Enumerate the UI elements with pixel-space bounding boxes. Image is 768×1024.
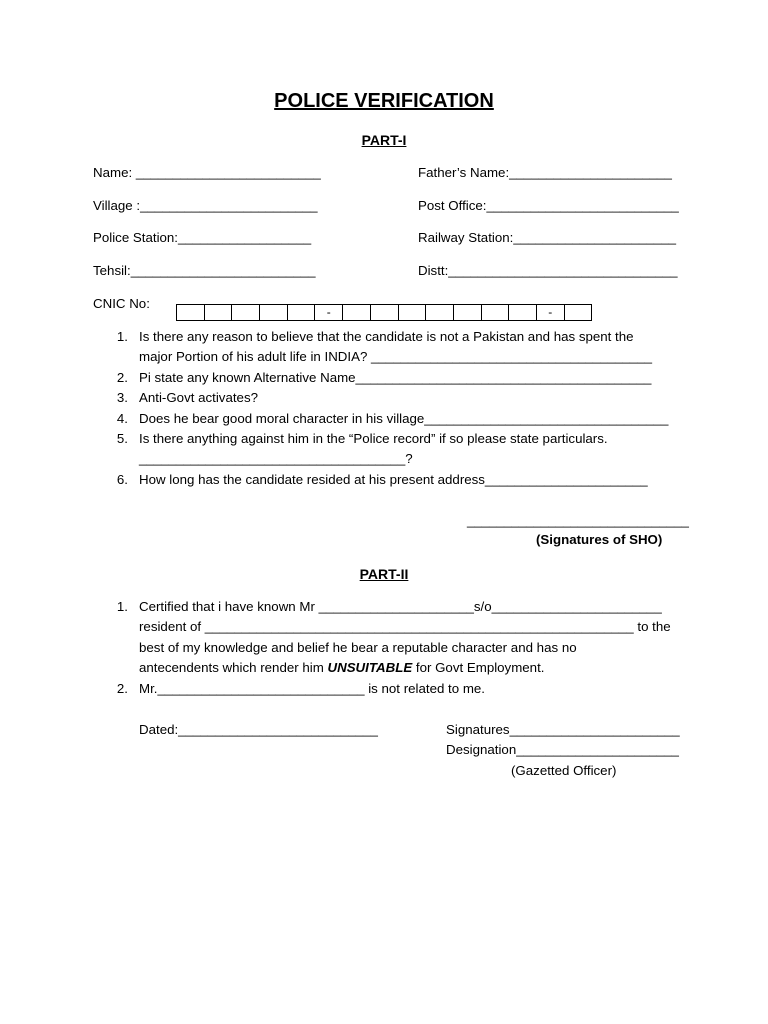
tehsil-field: Tehsil:_________________________ [93, 263, 316, 278]
sho-signature-line: ______________________________ [467, 513, 689, 528]
cnic-cell [399, 304, 427, 321]
police-station-field: Police Station:__________________ [93, 230, 312, 245]
not-related-text: Mr.____________________________ is not related to me. [139, 681, 485, 696]
post-office-field: Post Office:__________________________ [418, 198, 679, 213]
page-title: POLICE VERIFICATION [274, 90, 494, 112]
cnic-cell [371, 304, 399, 321]
designation-field: Designation______________________ [446, 742, 679, 757]
fathers-name-field: Father’s Name:______________________ [418, 165, 672, 180]
question-text: Does he bear good moral character in his village_________________________________ [139, 411, 669, 426]
certification-text: Certified that i have known Mr _____________________s/o_______________________ [139, 599, 662, 614]
certification-text: resident of __________________________________________________________ to the [139, 619, 671, 634]
village-field: Village :________________________ [93, 198, 318, 213]
certification-text [139, 660, 544, 675]
question-text: How long has the candidate resided at his present address______________________ [139, 472, 648, 487]
item-number: 2. [116, 681, 128, 696]
question-number: 4. [116, 411, 128, 426]
item-number: 1. [116, 599, 128, 614]
cnic-cell: - [537, 304, 565, 321]
question-text: major Portion of his adult life in INDIA? ______________________________________ [139, 349, 653, 364]
cnic-cell [288, 304, 316, 321]
cnic-cell [426, 304, 454, 321]
cnic-cell [205, 304, 233, 321]
cnic-boxes [176, 304, 592, 321]
name-field: Name: _________________________ [93, 165, 321, 180]
cnic-cell [260, 304, 288, 321]
cnic-label: CNIC No: [93, 296, 150, 311]
question-number: 1. [116, 329, 128, 344]
cnic-cell [565, 304, 593, 321]
sho-signature-label: (Signatures of SHO) [536, 532, 663, 547]
cnic-cell: - [315, 304, 343, 321]
signatures-field: Signatures_______________________ [446, 722, 680, 737]
question-text: Pi state any known Alternative Name________________________________________ [139, 370, 652, 385]
question-text: Is there any reason to believe that the candidate is not a Pakistan and has spent the [139, 329, 634, 344]
distt-field: Distt:_______________________________ [418, 263, 678, 278]
part-two-heading: PART-II [359, 566, 409, 582]
unsuitable-emphasis: UNSUITABLE [327, 660, 413, 675]
question-number: 2. [116, 370, 128, 385]
cnic-cell [454, 304, 482, 321]
cnic-cell [177, 304, 205, 321]
cnic-cell [232, 304, 260, 321]
question-text: Anti-Govt activates? [139, 390, 258, 405]
dated-field: Dated:___________________________ [139, 722, 378, 737]
question-text: ____________________________________? [139, 451, 413, 466]
cnic-cell [482, 304, 510, 321]
question-number: 6. [116, 472, 128, 487]
question-number: 3. [116, 390, 128, 405]
question-text: Is there anything against him in the “Police record” if so please state particulars. [139, 431, 608, 446]
cnic-cell [343, 304, 371, 321]
question-number: 5. [116, 431, 128, 446]
certification-text: best of my knowledge and belief he bear a reputable character and has no [139, 640, 577, 655]
cnic-cell [509, 304, 537, 321]
part-one-heading: PART-I [361, 132, 407, 148]
certification-text-part: antecendents which render him [139, 660, 328, 675]
certification-text-part: for Govt Employment. [412, 660, 545, 675]
railway-station-field: Railway Station:______________________ [418, 230, 677, 245]
gazetted-officer-label: (Gazetted Officer) [511, 763, 617, 778]
